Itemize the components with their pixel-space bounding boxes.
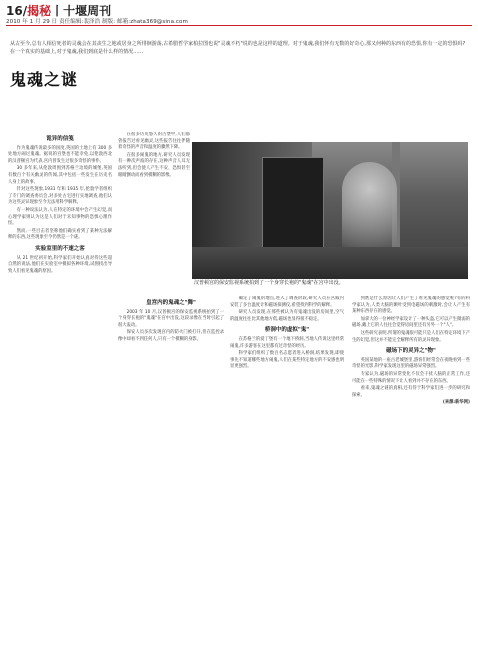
- paragraph: 在很多闹鬼的地方,研究人员发现有一种次声波的存在,这种声音人耳无法听到,但会使人产生不安、恐惧甚至眼睛颤动而看到模糊的影像。: [118, 152, 190, 178]
- article-source: (来源:新华网): [442, 400, 470, 406]
- subhead-strange-letter: 诡异的信笺: [46, 136, 74, 142]
- article-column-4-top-spacer: [352, 132, 470, 140]
- article-column-1: [8, 132, 112, 664]
- paragraph: 这些研究表明,所谓的鬼魂很可能只是人们在特定环境下产生的幻觉,但这并不能完全解释所有的灵异现象。: [352, 330, 470, 343]
- photo-floor: [192, 247, 468, 279]
- article-column-3: [230, 296, 344, 664]
- subhead-lab-visitor: 实验室里的不速之客: [35, 245, 85, 252]
- section-name: 揭秘: [27, 4, 52, 18]
- issue-meta: 2010 年 1 月 29 日 责任编辑:裴泽浩 制版: 邮箱:zhata369@sina.com: [6, 19, 188, 25]
- page-number: 16/: [6, 4, 28, 18]
- subhead-magnetic-field: 磁场下的灵异之"物": [386, 348, 436, 355]
- paragraph: 在很多历史悠久的古堡中,人们都曾报告过看见幽灵,这些报告往往伴随着奇怪的声音和温度的骤然下降。: [118, 132, 190, 151]
- page-header: [6, 2, 472, 28]
- subhead-palace-ghost: 皇宫内的鬼魂之"舞": [146, 300, 196, 306]
- paragraph: 30 多年来,从伦敦周围到苏格兰边境的城堡,英国有数百个有关幽灵的传闻,其中包括一些发生在历史名人身上的故事。: [8, 166, 112, 185]
- paragraph: 看来,鬼魂之谜的真相,还有待于科学家们进一步的研究和探索。: [352, 386, 470, 398]
- article-column-2-lower: [118, 296, 224, 664]
- paragraph: 针对这些现象,1931 年和 1935 年,伦敦学者组织了专门的调查委员会,对多处古宅进行实地调查,他们认为这些灵异现象至今无法用科学解释。: [8, 187, 112, 206]
- subhead-bridge-ghost: 桥洞中的虚拟"鬼": [264, 327, 310, 334]
- paragraph: 保安人员多次发现宫内的防火门被打开,但在监控录像中却看不到任何人,只有一个模糊的身影。: [118, 330, 224, 342]
- headline: 鬼魂之谜: [10, 70, 79, 89]
- photo-caption: 汉普顿宫的保安监视系统拍到了一个身穿长袍的"鬼魂"在宫中出没。: [194, 280, 344, 286]
- paragraph: 加拿大的一位神经学家设计了一种头盔,它可以产生微弱的磁场,戴上它的人往往会觉得房间里还有另外一个"人"。: [352, 316, 470, 329]
- header-rule: [6, 25, 472, 26]
- lead-paragraph: 从古至今,总有人相信死者的灵魂会在其丧生之地或居身之所徘徊游荡,古希腊哲学家柏拉图也说"灵魂不朽"说的也是这样的道理。对于鬼魂,我们怀有无数的好奇心,那又何种的东西有的恐惧,你有一定的恐惧吗?在一个真实的基础上,对于鬼魂,我们到底是什么样的情况……: [10, 41, 466, 55]
- column-name: 十堰周刊: [63, 4, 112, 18]
- column-separator: 丨: [51, 4, 64, 18]
- paragraph: 到底是什么原因让人们产生了看见鬼魂的感觉呢?有的科学家认为,人类大脑的颞叶受到电磁场的刺激时,会让人产生有某种东西存在的感觉。: [352, 296, 470, 315]
- paragraph: 2003 年 10 月,汉普顿宫的保安监视系统拍到了一个身穿长袍的"鬼魂"在宫中出没,这段录像在当时引起了很大轰动。: [118, 309, 224, 328]
- paragraph: 英国某地的一座古老城堡里,游客们经常会在夜晚看到一些奇怪的光影,科学家发现这里的磁场异常强烈。: [352, 357, 470, 370]
- photo-doorway: [262, 157, 324, 254]
- ghost-photo: [192, 142, 468, 279]
- paragraph: 作为鬼魂传说最多的国度,英国的土地上有 300 多处地方闹过鬼魂。据说的宫堡也不能幸免,以伦敦西北的汉普顿宫为代表,宫内曾发生过很多奇怪的事件。: [8, 145, 112, 164]
- paragraph: 有一种说法认为,人在特定的环境中会产生幻觉,而心理学家则认为这是人们对于未知事物的恐惧心理作怪。: [8, 207, 112, 227]
- paragraph: 研究人员发现,在那些被认为有鬼魂出没的房间里,空气的温度往往比其他地方低,磁场也显得很不稳定。: [230, 310, 344, 322]
- article-column-4: [352, 296, 470, 664]
- paragraph: 专家认为,磁场的异常变化不仅会干扰人脑的正常工作,还可能在一些特殊的情况下让人看到并不存在的东西。: [352, 371, 470, 384]
- paragraph: 科学家们组织了数百名志愿者进入桥洞,结果发现,即使事先不知道哪些地方闹鬼,人们在某些特定地方的不安感也明显更强烈。: [230, 351, 344, 370]
- paragraph: 从 21 世纪初开始,科学家们开始认真对待这些超自然的说法,他们在实验室中模拟各种环境,试图找出导致人们看见鬼魂的原因。: [8, 255, 112, 274]
- paragraph: 然而,一些目击者坚称他们确实看到了某种无法解释的东西,这些现象至今仍然是一个谜。: [8, 228, 112, 241]
- photo-ghost-figure: [342, 162, 397, 252]
- paragraph: 确定了闹鬼的地点,进入了调查阶段,研究人员在宫殿内安装了多台温度计和磁场探测仪,希望找到科学的解释。: [230, 296, 344, 308]
- paragraph: 在苏格兰的爱丁堡有一个地下桥洞,当地人传说这里经常闹鬼,许多游客在这里都有过奇怪的经历。: [230, 336, 344, 349]
